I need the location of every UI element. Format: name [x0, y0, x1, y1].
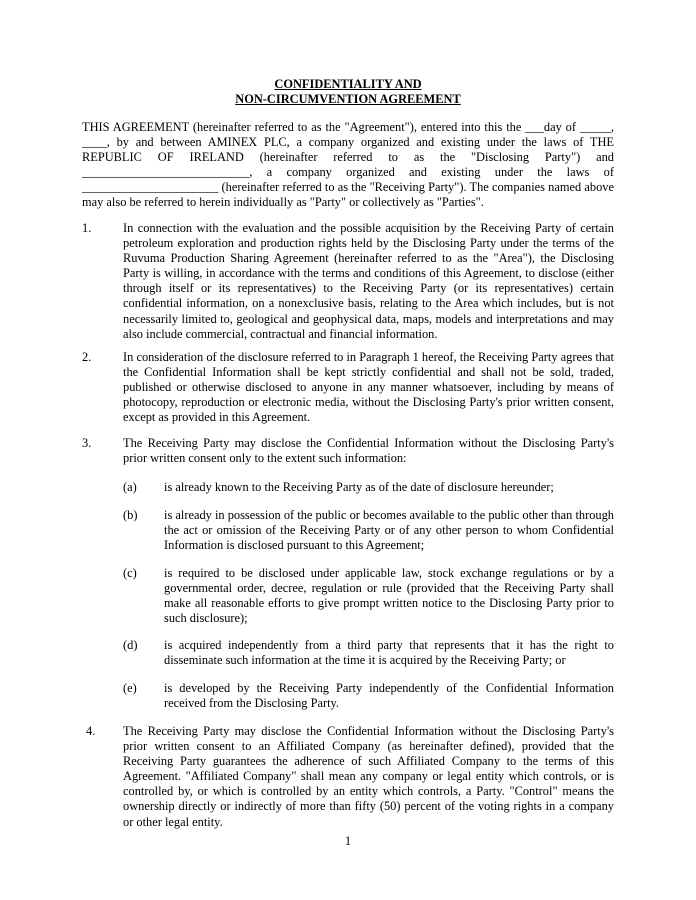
intro-paragraph: THIS AGREEMENT (hereinafter referred to as the "Agreement"), entered into this the ___day of _____, ____, by and between AMINEX PLC, a company organized and existing under the laws of THE REPUBLIC OF IRELAND (hereinafter referred to as the "Disclosing Party") and ___________________________, a company organized and existing under the laws of ______________________ (hereinafter referred to as the "Receiving Party"). The companies named above may also be referred to herein individually as "Party" or collectively as "Parties". [82, 120, 614, 210]
clause-3-number: 3. [82, 436, 92, 450]
subclause-c-text: is required to be disclosed under applicable law, stock exchange regulations or by a governmental order, decree, regulation or rule (provided that the Receiving Party shall make all reasonable efforts to give prompt written notice to the Disclosing Party prior to such disclosure); [164, 566, 614, 626]
subclause-b-text: is already in possession of the public or becomes available to the public other than through the act or omission of the Receiving Party or of any other person to whom Confidential Information is disclosed pursuant to this Agreement; [164, 508, 614, 553]
title-line-2: NON-CIRCUMVENTION AGREEMENT [235, 92, 461, 106]
page-number: 1 [344, 834, 352, 848]
subclause-b-label: (b) [123, 508, 138, 522]
subclause-e-text: is developed by the Receiving Party independently of the Confidential Information received from the Disclosing Party. [164, 681, 614, 711]
clause-3-text: The Receiving Party may disclose the Confidential Information without the Disclosing Party's prior written consent only to the extent such information: [123, 436, 614, 466]
clause-4-number: 4. [86, 724, 96, 738]
clause-1-number: 1. [82, 221, 92, 235]
clause-4-text: The Receiving Party may disclose the Confidential Information without the Disclosing Party's prior written consent to an Affiliated Company (as hereinafter defined), provided that the Receiving Party guarantees the adherence of such Affiliated Company to the terms of this Agreement. "Affiliated Company" shall mean any company or legal entity which controls, or is controlled by, or which is controlled by an entity which controls, a Party. "Control" means the ownership directly or indirectly of more than fifty (50) percent of the voting rights in a company or other legal entity. [123, 724, 614, 829]
subclause-c-label: (c) [123, 566, 137, 580]
subclause-a-label: (a) [123, 480, 137, 494]
clause-2-text: In consideration of the disclosure referred to in Paragraph 1 hereof, the Receiving Party agrees that the Confidential Information shall be kept strictly confidential and shall not be sold, traded, published or otherwise disclosed to anyone in any manner whatsoever, including by means of photocopy, reproduction or electronic media, without the Disclosing Party's prior written consent, except as provided in this Agreement. [123, 350, 614, 425]
subclause-d-label: (d) [123, 638, 138, 652]
clause-1-text: In connection with the evaluation and the possible acquisition by the Receiving Party of certain petroleum exploration and production rights held by the Disclosing Party under the terms of the Ruvuma Production Sharing Agreement (hereinafter referred to as the "Area"), the Disclosing Party is willing, in accordance with the terms and conditions of this Agreement, to disclose (either through itself or its representatives) to the Receiving Party (or its representatives) certain confidential information, on a nonexclusive basis, relating to the Area which includes, but is not necessarily limited to, geological and geophysical data, maps, models and interpretations and may also include commercial, contractual and financial information. [123, 221, 614, 341]
title-line-1: CONFIDENTIALITY AND [274, 77, 422, 91]
subclause-d-text: is acquired independently from a third party that represents that it has the right to disseminate such information at the time it is acquired by the Receiving Party; or [164, 638, 614, 668]
clause-2-number: 2. [82, 350, 92, 364]
subclause-a-text: is already known to the Receiving Party as of the date of disclosure hereunder; [164, 480, 554, 494]
subclause-e-label: (e) [123, 681, 137, 695]
